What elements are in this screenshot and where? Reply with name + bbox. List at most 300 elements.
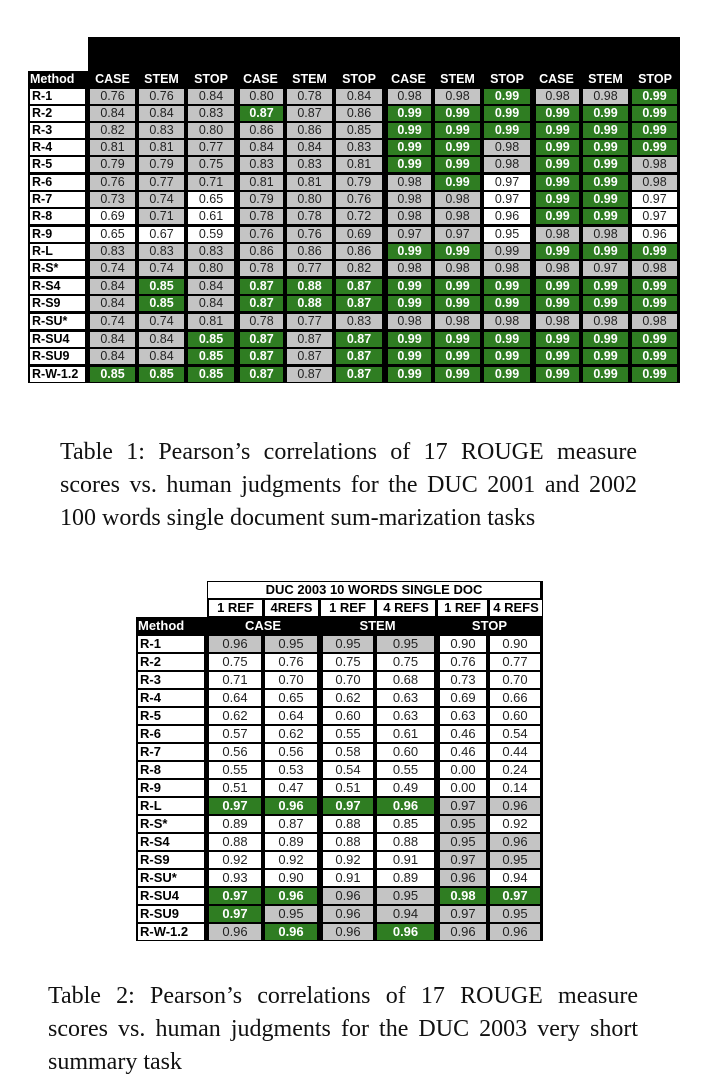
table-row [28, 260, 680, 277]
value-cell: 0.96 [319, 923, 375, 941]
value-cell: 0.99 [630, 295, 680, 312]
value-cell: 0.98 [384, 208, 433, 225]
value-cell: 0.84 [137, 105, 186, 122]
value-cell: 0.65 [263, 689, 319, 707]
value-cell: 0.98 [532, 225, 581, 243]
method-cell: R-8 [28, 208, 88, 225]
value-cell: 0.97 [581, 260, 630, 277]
value-cell: 0.69 [334, 225, 384, 243]
value-cell: 0.98 [384, 173, 433, 191]
column-header: CASE [236, 71, 285, 88]
value-cell: 0.78 [236, 208, 285, 225]
method-cell: R-8 [136, 761, 207, 779]
value-cell: 0.79 [88, 156, 137, 173]
table-row [136, 635, 543, 653]
value-cell: 0.99 [482, 122, 532, 139]
value-cell: 0.83 [334, 312, 384, 330]
value-cell: 0.95 [488, 851, 543, 869]
value-cell: 0.96 [488, 797, 543, 815]
value-cell: 0.98 [482, 156, 532, 173]
value-cell: 0.69 [436, 689, 488, 707]
value-cell: 0.83 [334, 139, 384, 156]
value-cell: 0.76 [88, 173, 137, 191]
method-cell: R-W-1.2 [28, 365, 88, 383]
value-cell: 0.72 [334, 208, 384, 225]
value-cell: 0.95 [375, 887, 436, 905]
value-cell: 0.98 [630, 156, 680, 173]
value-cell: 0.89 [375, 869, 436, 887]
method-cell: R-3 [28, 122, 88, 139]
value-cell: 0.55 [207, 761, 263, 779]
value-cell: 0.68 [375, 671, 436, 689]
method-cell: R-4 [136, 689, 207, 707]
value-cell: 0.79 [334, 173, 384, 191]
value-cell: 0.91 [319, 869, 375, 887]
value-cell: 0.85 [186, 348, 236, 365]
table-1-caption [60, 436, 637, 535]
value-cell: 0.87 [236, 348, 285, 365]
value-cell: 0.93 [207, 869, 263, 887]
value-cell: 0.79 [236, 191, 285, 208]
value-cell: 0.95 [488, 905, 543, 923]
value-cell: 0.95 [436, 833, 488, 851]
value-cell: 0.92 [319, 851, 375, 869]
value-cell: 0.74 [88, 312, 137, 330]
value-cell: 0.84 [186, 295, 236, 312]
value-cell: 0.87 [236, 105, 285, 122]
value-cell: 0.98 [532, 260, 581, 277]
value-cell: 0.59 [186, 225, 236, 243]
value-cell: 0.49 [375, 779, 436, 797]
value-cell: 0.64 [207, 689, 263, 707]
value-cell: 0.99 [630, 277, 680, 295]
method-header: Method [136, 617, 207, 635]
caption-rouge-rest: OUGE [477, 439, 544, 465]
value-cell: 0.62 [207, 707, 263, 725]
value-cell: 0.84 [236, 139, 285, 156]
value-cell: 0.98 [482, 312, 532, 330]
value-cell: 0.76 [236, 225, 285, 243]
value-cell: 0.92 [263, 851, 319, 869]
method-cell: R-SU4 [28, 330, 88, 348]
value-cell: 0.98 [384, 312, 433, 330]
value-cell: 0.87 [334, 348, 384, 365]
value-cell: 0.99 [433, 156, 482, 173]
value-cell: 0.87 [285, 365, 334, 383]
value-cell: 0.69 [88, 208, 137, 225]
value-cell: 0.83 [137, 243, 186, 260]
value-cell: 0.96 [436, 923, 488, 941]
table-row [136, 653, 543, 671]
value-cell: 0.99 [581, 156, 630, 173]
caption-rouge: R [460, 983, 477, 1009]
value-cell: 0.87 [285, 348, 334, 365]
value-cell: 0.76 [285, 225, 334, 243]
value-cell: 0.99 [581, 122, 630, 139]
subgroup-header: 1 REF [436, 599, 488, 617]
value-cell: 0.81 [186, 312, 236, 330]
table-row [28, 139, 680, 156]
value-cell: 0.99 [581, 243, 630, 260]
value-cell: 0.82 [334, 260, 384, 277]
value-cell: 0.97 [436, 905, 488, 923]
value-cell: 0.83 [137, 122, 186, 139]
value-cell: 0.24 [488, 761, 543, 779]
value-cell: 0.84 [186, 88, 236, 105]
value-cell: 0.87 [285, 105, 334, 122]
value-cell: 0.83 [186, 105, 236, 122]
value-cell: 0.99 [482, 295, 532, 312]
value-cell: 0.85 [137, 277, 186, 295]
value-cell: 0.99 [384, 139, 433, 156]
value-cell: 0.99 [433, 122, 482, 139]
table-row [136, 671, 543, 689]
category-header: STEM [319, 617, 436, 635]
value-cell: 0.76 [88, 88, 137, 105]
caption-text: Table 1: Pearson’s correlations of 17 [60, 439, 461, 465]
value-cell: 0.98 [384, 88, 433, 105]
value-cell: 0.96 [207, 923, 263, 941]
value-cell: 0.71 [207, 671, 263, 689]
blank-cell [136, 599, 207, 617]
method-cell: R-1 [28, 88, 88, 105]
group-header-row [28, 37, 680, 54]
column-header: STEM [137, 71, 186, 88]
value-cell: 0.84 [88, 277, 137, 295]
value-cell: 0.62 [263, 725, 319, 743]
value-cell: 0.97 [482, 191, 532, 208]
value-cell: 0.61 [186, 208, 236, 225]
category-header: CASE [207, 617, 319, 635]
column-header: STEM [581, 71, 630, 88]
value-cell: 0.83 [186, 243, 236, 260]
value-cell: 0.51 [319, 779, 375, 797]
column-header: STOP [334, 71, 384, 88]
value-cell: 0.96 [263, 923, 319, 941]
value-cell: 0.78 [285, 208, 334, 225]
subgroup-header: 3 REFS [236, 54, 384, 71]
value-cell: 0.47 [263, 779, 319, 797]
value-cell: 0.75 [375, 653, 436, 671]
blank-cell [28, 37, 88, 54]
value-cell: 0.77 [285, 260, 334, 277]
value-cell: 0.88 [207, 833, 263, 851]
table-row [136, 689, 543, 707]
value-cell: 0.74 [137, 191, 186, 208]
value-cell: 0.97 [436, 797, 488, 815]
value-cell: 0.87 [334, 365, 384, 383]
value-cell: 0.99 [482, 365, 532, 383]
value-cell: 0.94 [375, 905, 436, 923]
value-cell: 0.87 [236, 365, 285, 383]
value-cell: 0.99 [384, 348, 433, 365]
value-cell: 0.99 [384, 122, 433, 139]
subgroup-header: 4 REFS [488, 599, 543, 617]
value-cell: 0.96 [488, 923, 543, 941]
group-header-row [136, 581, 543, 599]
method-cell: R-S9 [28, 295, 88, 312]
value-cell: 0.86 [285, 243, 334, 260]
method-cell: R-L [136, 797, 207, 815]
value-cell: 0.98 [532, 312, 581, 330]
value-cell: 0.80 [285, 191, 334, 208]
value-cell: 0.98 [384, 260, 433, 277]
value-cell: 0.88 [319, 833, 375, 851]
value-cell: 0.96 [263, 887, 319, 905]
value-cell: 0.98 [532, 88, 581, 105]
value-cell: 0.95 [319, 635, 375, 653]
method-cell: R-2 [136, 653, 207, 671]
value-cell: 0.86 [236, 243, 285, 260]
value-cell: 0.97 [436, 851, 488, 869]
value-cell: 0.99 [630, 105, 680, 122]
value-cell: 0.86 [334, 243, 384, 260]
value-cell: 0.73 [436, 671, 488, 689]
value-cell: 0.78 [236, 312, 285, 330]
table-row [28, 173, 680, 191]
value-cell: 0.75 [186, 156, 236, 173]
table-row [136, 779, 543, 797]
method-cell: R-1 [136, 635, 207, 653]
value-cell: 0.76 [263, 653, 319, 671]
value-cell: 0.96 [630, 225, 680, 243]
value-cell: 0.77 [488, 653, 543, 671]
value-cell: 0.85 [375, 815, 436, 833]
value-cell: 0.99 [532, 330, 581, 348]
method-cell: R-S* [136, 815, 207, 833]
method-cell: R-9 [136, 779, 207, 797]
value-cell: 0.95 [375, 635, 436, 653]
value-cell: 0.96 [375, 797, 436, 815]
column-header: STOP [482, 71, 532, 88]
table-row [136, 761, 543, 779]
value-cell: 0.88 [285, 295, 334, 312]
column-header: STEM [285, 71, 334, 88]
value-cell: 0.98 [630, 312, 680, 330]
method-header: Method [28, 71, 88, 88]
value-cell: 0.83 [88, 243, 137, 260]
value-cell: 0.98 [482, 260, 532, 277]
method-cell: R-S9 [136, 851, 207, 869]
value-cell: 0.94 [488, 869, 543, 887]
value-cell: 0.96 [482, 208, 532, 225]
column-header: STEM [433, 71, 482, 88]
value-cell: 0.87 [236, 330, 285, 348]
group-header: DUC 2001 100 WORDS SINGLE DOC [88, 37, 384, 54]
method-cell: R-7 [28, 191, 88, 208]
value-cell: 0.99 [581, 348, 630, 365]
value-cell: 0.86 [236, 122, 285, 139]
value-cell: 0.80 [236, 88, 285, 105]
table-row [136, 725, 543, 743]
value-cell: 0.99 [581, 105, 630, 122]
value-cell: 0.92 [488, 815, 543, 833]
group-header: DUC 2003 10 WORDS SINGLE DOC [207, 581, 543, 599]
subgroup-header: 1 REF [319, 599, 375, 617]
value-cell: 0.98 [433, 208, 482, 225]
value-cell: 0.65 [186, 191, 236, 208]
value-cell: 0.98 [482, 139, 532, 156]
method-cell: R-SU* [28, 312, 88, 330]
value-cell: 0.83 [236, 156, 285, 173]
table-row [28, 156, 680, 173]
value-cell: 0.98 [630, 173, 680, 191]
value-cell: 0.99 [532, 365, 581, 383]
caption-text: measure scores vs. human judgments for the DUC 2003 very short summary task [48, 983, 638, 1075]
value-cell: 0.77 [285, 312, 334, 330]
value-cell: 0.87 [263, 815, 319, 833]
table-2-caption [48, 980, 638, 1079]
value-cell: 0.98 [384, 191, 433, 208]
value-cell: 0.99 [433, 243, 482, 260]
value-cell: 0.99 [384, 277, 433, 295]
value-cell: 0.99 [581, 295, 630, 312]
value-cell: 0.98 [581, 88, 630, 105]
table-row [28, 105, 680, 122]
value-cell: 0.97 [207, 887, 263, 905]
value-cell: 0.79 [137, 156, 186, 173]
method-cell: R-SU* [136, 869, 207, 887]
caption-rouge: R [461, 439, 478, 465]
value-cell: 0.99 [630, 330, 680, 348]
value-cell: 0.74 [88, 260, 137, 277]
value-cell: 0.99 [384, 295, 433, 312]
value-cell: 0.74 [137, 260, 186, 277]
value-cell: 0.99 [532, 208, 581, 225]
table-row [28, 295, 680, 312]
value-cell: 0.95 [436, 815, 488, 833]
value-cell: 0.99 [482, 277, 532, 295]
value-cell: 0.67 [137, 225, 186, 243]
table-2 [136, 581, 543, 941]
column-header: CASE [88, 71, 137, 88]
column-header: STOP [186, 71, 236, 88]
value-cell: 0.99 [384, 243, 433, 260]
method-cell: R-9 [28, 225, 88, 243]
value-cell: 0.75 [207, 653, 263, 671]
value-cell: 0.97 [207, 797, 263, 815]
method-cell: R-7 [136, 743, 207, 761]
value-cell: 0.84 [88, 295, 137, 312]
value-cell: 0.97 [630, 191, 680, 208]
value-cell: 0.87 [285, 330, 334, 348]
value-cell: 0.98 [433, 312, 482, 330]
value-cell: 0.99 [384, 105, 433, 122]
value-cell: 0.71 [137, 208, 186, 225]
subgroup-header: 1 REF [384, 54, 532, 71]
value-cell: 0.87 [236, 295, 285, 312]
value-cell: 0.99 [482, 243, 532, 260]
value-cell: 0.64 [263, 707, 319, 725]
value-cell: 0.97 [630, 208, 680, 225]
value-cell: 0.88 [319, 815, 375, 833]
table-row [28, 330, 680, 348]
table-row [136, 815, 543, 833]
value-cell: 0.73 [88, 191, 137, 208]
value-cell: 0.99 [581, 191, 630, 208]
value-cell: 0.99 [630, 122, 680, 139]
value-cell: 0.63 [375, 707, 436, 725]
value-cell: 0.98 [581, 312, 630, 330]
value-cell: 0.51 [207, 779, 263, 797]
method-cell: R-L [28, 243, 88, 260]
value-cell: 0.99 [433, 295, 482, 312]
value-cell: 0.99 [532, 139, 581, 156]
group-header: DUC 2002 100 WORDS SINGLE DOC [384, 37, 680, 54]
value-cell: 0.99 [630, 88, 680, 105]
value-cell: 0.81 [137, 139, 186, 156]
table-row [28, 225, 680, 243]
subgroup-header: 1 REF [88, 54, 236, 71]
method-cell: R-6 [28, 173, 88, 191]
value-cell: 0.99 [433, 139, 482, 156]
method-cell: R-5 [136, 707, 207, 725]
value-cell: 0.83 [285, 156, 334, 173]
value-cell: 0.78 [236, 260, 285, 277]
value-cell: 0.87 [334, 330, 384, 348]
value-cell: 0.87 [334, 277, 384, 295]
value-cell: 0.77 [137, 173, 186, 191]
subgroup-header-row [136, 599, 543, 617]
value-cell: 0.75 [319, 653, 375, 671]
table-row [28, 243, 680, 260]
value-cell: 0.77 [186, 139, 236, 156]
value-cell: 0.98 [433, 260, 482, 277]
value-cell: 0.81 [236, 173, 285, 191]
value-cell: 0.70 [488, 671, 543, 689]
value-cell: 0.97 [207, 905, 263, 923]
blank-cell [136, 581, 207, 599]
value-cell: 0.85 [137, 365, 186, 383]
value-cell: 0.99 [482, 330, 532, 348]
value-cell: 0.85 [186, 365, 236, 383]
value-cell: 0.96 [263, 797, 319, 815]
value-cell: 0.46 [436, 743, 488, 761]
value-cell: 0.70 [263, 671, 319, 689]
method-cell: R-5 [28, 156, 88, 173]
value-cell: 0.90 [488, 635, 543, 653]
value-cell: 0.84 [88, 105, 137, 122]
value-cell: 0.96 [319, 905, 375, 923]
value-cell: 0.61 [375, 725, 436, 743]
value-cell: 0.54 [488, 725, 543, 743]
column-header: CASE [384, 71, 433, 88]
value-cell: 0.84 [88, 330, 137, 348]
value-cell: 0.99 [630, 365, 680, 383]
value-cell: 0.44 [488, 743, 543, 761]
value-cell: 0.99 [532, 277, 581, 295]
value-cell: 0.57 [207, 725, 263, 743]
method-cell: R-4 [28, 139, 88, 156]
value-cell: 0.84 [334, 88, 384, 105]
table-row [28, 348, 680, 365]
value-cell: 0.97 [488, 887, 543, 905]
value-cell: 0.98 [630, 260, 680, 277]
value-cell: 0.99 [384, 330, 433, 348]
value-cell: 0.97 [384, 225, 433, 243]
value-cell: 0.96 [375, 923, 436, 941]
table-row [136, 743, 543, 761]
value-cell: 0.99 [433, 348, 482, 365]
subgroup-header-row [28, 54, 680, 71]
method-cell: R-W-1.2 [136, 923, 207, 941]
value-cell: 0.97 [433, 225, 482, 243]
table-row [136, 923, 543, 941]
value-cell: 0.54 [319, 761, 375, 779]
value-cell: 0.97 [482, 173, 532, 191]
value-cell: 0.99 [433, 365, 482, 383]
table-row [28, 277, 680, 295]
